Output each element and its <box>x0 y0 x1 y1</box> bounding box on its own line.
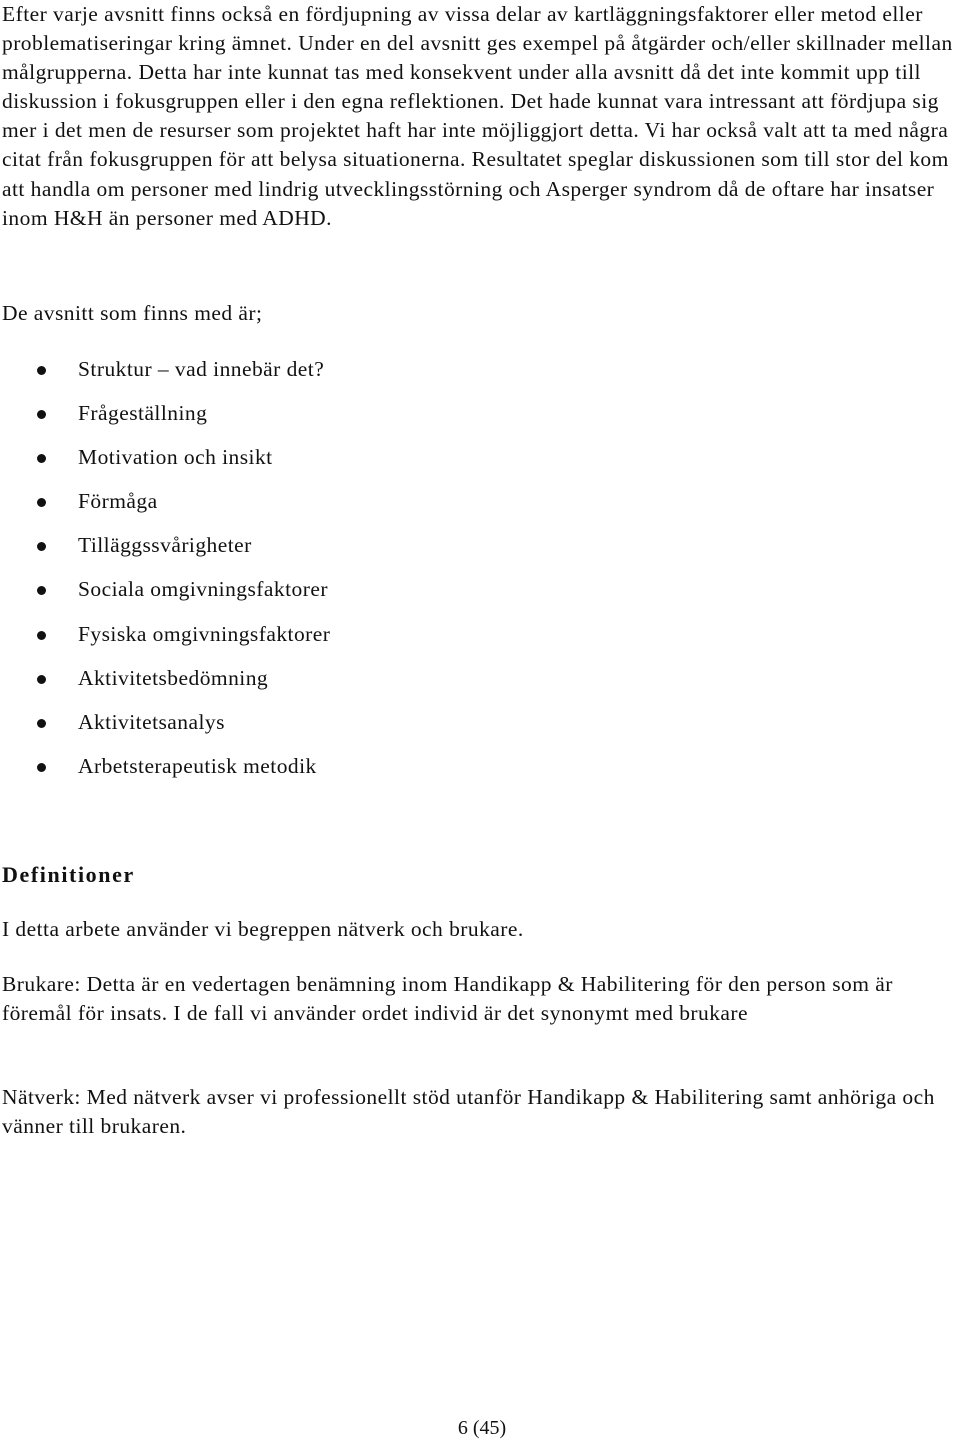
definitions-intro: I detta arbete använder vi begreppen nätverk och brukare. <box>2 917 524 941</box>
bullet-icon <box>37 586 46 595</box>
definitions-heading: Definitioner <box>2 862 135 887</box>
list-item <box>0 619 330 663</box>
bullet-icon <box>37 763 46 772</box>
section-list <box>0 354 330 795</box>
list-item <box>0 751 330 795</box>
bullet-icon <box>37 675 46 684</box>
bullet-icon <box>37 454 46 463</box>
list-item <box>0 663 330 707</box>
bullet-icon <box>37 366 46 375</box>
list-item <box>0 574 330 618</box>
bullet-icon <box>37 498 46 507</box>
bullet-icon <box>37 719 46 728</box>
list-item <box>0 530 330 574</box>
list-item <box>0 442 330 486</box>
list-item <box>0 707 330 751</box>
intro-paragraph: Efter varje avsnitt finns också en fördjupning av vissa delar av kartläggningsfaktorer eller metod eller problematiseringar kring ämnet. Under en del avsnitt ges exempel på åtgärder och/eller skillnader mellan målgrupperna. Detta har inte kunnat tas med konsekvent under alla avsnitt då det inte kommit upp till diskussion i fokusgruppen eller i den egna reflektionen. Det hade kunnat vara intressant att fördjupa sig mer i det men de resurser som projektet haft har inte möjliggjort detta. Vi har också valt att ta med några citat från fokusgruppen för att belysa situationerna. Resultatet speglar diskussionen som till stor del kom att handla om personer med lindrig utvecklingsstörning och Asperger syndrom då de oftare har insatser inom H&H än personer med ADHD. <box>2 2 953 230</box>
bullet-icon <box>37 410 46 419</box>
bullet-icon <box>37 542 46 551</box>
list-item <box>0 486 330 530</box>
bullet-icon <box>37 631 46 640</box>
definition-natverk: Nätverk: Med nätverk avser vi professionellt stöd utanför Handikapp & Habilitering samt anhöriga och vänner till brukaren. <box>2 1085 935 1139</box>
list-item <box>0 354 330 398</box>
page-footer <box>0 1414 960 1442</box>
list-item-label: Aktivitetsanalys <box>78 709 225 734</box>
list-item-label: Arbetsterapeutisk metodik <box>78 753 317 778</box>
list-item-label: Aktivitetsbedömning <box>78 665 269 690</box>
page-number: 6 (45) <box>457 1417 507 1439</box>
definition-brukare: Brukare: Detta är en vedertagen benämning inom Handikapp & Habilitering för den person som är föremål för insats. I de fall vi använder ordet individ är det synonymt med brukare <box>2 972 893 1026</box>
list-item-label: Motivation och insikt <box>78 445 273 470</box>
section-list-lead: De avsnitt som finns med är; <box>2 301 263 325</box>
list-item-label: Sociala omgivningsfaktorer <box>78 577 328 602</box>
list-item-label: Fysiska omgivningsfaktorer <box>78 621 331 646</box>
list-item-label: Tilläggssvårigheter <box>78 533 252 558</box>
list-item-label: Förmåga <box>78 489 158 514</box>
list-item-label: Frågeställning <box>78 401 208 426</box>
list-item <box>0 398 330 442</box>
list-item-label: Struktur – vad innebär det? <box>78 357 325 381</box>
